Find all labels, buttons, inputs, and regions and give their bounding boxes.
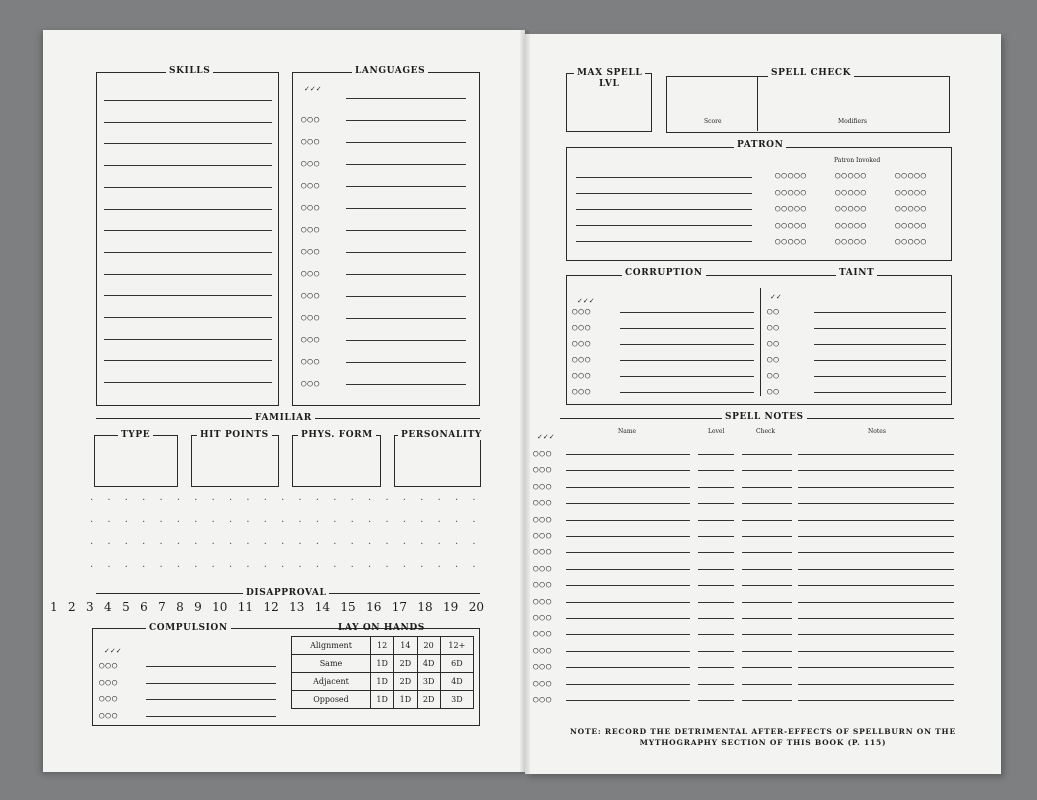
corruption-title: CORRUPTION	[622, 268, 706, 278]
lay-on-hands-value-cell: 3D	[440, 691, 473, 709]
lay-on-hands-value-cell: 1D	[394, 691, 417, 709]
familiar-type-label: TYPE	[118, 430, 153, 440]
spell-check-line	[742, 667, 792, 668]
patron-line	[576, 241, 752, 242]
lay-on-hands-alignment-cell: Alignment	[292, 637, 371, 655]
spell-level-line	[698, 569, 734, 570]
familiar-hit-points-label: HIT POINTS	[197, 430, 272, 440]
familiar-type-box	[94, 435, 178, 487]
spell-name-line	[566, 634, 690, 635]
language-line	[346, 208, 466, 209]
patron-invoked-checkbox-circles[interactable]: ○○○○○	[895, 187, 928, 198]
spell-notes-checkbox-circles[interactable]: ○○○	[533, 596, 553, 607]
spell-notes-col-name: Name	[618, 428, 637, 435]
spell-notes-checkbox-circles[interactable]: ○○○	[533, 531, 553, 541]
language-checkbox-circles[interactable]: ○○○	[301, 335, 321, 345]
compulsion-checkbox-circles[interactable]: ○○○	[99, 694, 119, 704]
patron-invoked-checkbox-circles[interactable]: ○○○○○	[835, 237, 868, 247]
spell-check-line	[742, 487, 792, 488]
corruption-taint-divider	[760, 288, 761, 396]
disapproval-number[interactable]: 18	[417, 600, 433, 614]
spell-notes-checkbox-circles[interactable]: ○○○	[533, 481, 553, 492]
patron-invoked-checkbox-circles[interactable]: ○○○○○	[895, 171, 928, 181]
disapproval-numbers	[50, 600, 484, 614]
spell-notes-line	[798, 503, 954, 504]
spell-check-line	[742, 602, 792, 603]
disapproval-number[interactable]: 17	[391, 600, 408, 614]
language-line	[346, 296, 466, 297]
corruption-line	[620, 344, 754, 345]
taint-line	[814, 312, 946, 313]
spell-check-line	[742, 552, 792, 553]
familiar-personality-label: PERSONALITY	[398, 430, 485, 440]
disapproval-number[interactable]: 3	[86, 600, 94, 614]
spell-notes-line	[798, 536, 954, 537]
spell-notes-line	[798, 470, 954, 471]
language-checkbox-circles[interactable]: ○○○	[301, 159, 321, 169]
spell-level-line	[698, 470, 734, 471]
spell-notes-checkbox-circles[interactable]: ○○○	[533, 547, 553, 558]
corruption-line	[620, 376, 754, 377]
lay-on-hands-value-cell: 4D	[417, 655, 440, 673]
language-line	[346, 120, 466, 121]
spell-notes-checkbox-circles[interactable]: ○○○	[533, 465, 553, 476]
compulsion-title: COMPULSION	[146, 623, 231, 633]
spell-check-line	[742, 634, 792, 635]
spell-name-line	[566, 618, 690, 619]
lay-on-hands-value-cell: 3D	[417, 673, 440, 691]
disapproval-number[interactable]: 1	[50, 600, 58, 614]
taint-checkbox-circles[interactable]: ○○	[767, 307, 780, 317]
corruption-line	[620, 392, 754, 393]
spell-level-line	[698, 602, 734, 603]
lay-on-hands-alignment-cell: Adjacent	[292, 673, 371, 691]
patron-invoked-checkbox-circles[interactable]: ○○○○○	[775, 187, 808, 198]
spell-notes-checkbox-circles[interactable]: ○○○	[533, 613, 553, 623]
spell-notes-checkbox-circles[interactable]: ○○○	[533, 678, 553, 689]
language-line	[346, 252, 466, 253]
skills-line	[104, 209, 272, 210]
spell-check-line	[742, 684, 792, 685]
skills-line	[104, 339, 272, 340]
spell-check-line	[742, 700, 792, 701]
spell-level-line	[698, 700, 734, 701]
spell-check-divider	[757, 76, 758, 131]
lay-on-hands-value-cell: 6D	[440, 655, 473, 673]
language-line	[346, 164, 466, 165]
disapproval-number[interactable]: 12	[263, 600, 279, 614]
language-line	[346, 318, 466, 319]
corruption-checkbox-circles[interactable]: ○○○	[572, 355, 592, 365]
disapproval-number[interactable]: 7	[158, 600, 166, 614]
spell-check-line	[742, 585, 792, 586]
familiar-dot-grid-row: ·······················	[90, 539, 490, 550]
spell-notes-check-marks: ✓✓✓	[537, 433, 555, 441]
spell-notes-checkbox-circles[interactable]: ○○○	[533, 498, 553, 509]
language-checkbox-circles[interactable]: ○○○	[301, 115, 321, 125]
disapproval-number[interactable]: 15	[340, 600, 356, 614]
spell-notes-line	[798, 552, 954, 553]
disapproval-number[interactable]: 11	[237, 600, 254, 614]
familiar-phys-form-label: PHYS. FORM	[298, 430, 376, 440]
language-line	[346, 362, 466, 363]
spell-notes-line	[798, 487, 954, 488]
book-spine	[520, 30, 530, 774]
lay-on-hands-alignment-cell: Opposed	[292, 691, 371, 709]
language-checkbox-circles[interactable]: ○○○	[301, 269, 321, 279]
familiar-dot-grid-row: ·······················	[90, 517, 490, 528]
compulsion-checkbox-circles[interactable]: ○○○	[99, 710, 119, 721]
disapproval-number[interactable]: 16	[366, 600, 382, 614]
spell-level-line	[698, 520, 734, 521]
corruption-checkbox-circles[interactable]: ○○○	[572, 307, 592, 317]
corruption-taint-box	[566, 275, 952, 405]
language-line	[346, 274, 466, 275]
disapproval-number[interactable]: 19	[443, 600, 459, 614]
disapproval-number[interactable]: 5	[122, 600, 130, 614]
language-line	[346, 340, 466, 341]
familiar-dot-grid-row: ·······················	[90, 562, 490, 573]
lay-on-hands-table	[291, 636, 474, 709]
lay-on-hands-value-cell: 12+	[440, 637, 473, 655]
spell-level-line	[698, 487, 734, 488]
disapproval-title: DISAPPROVAL	[243, 588, 329, 598]
corruption-checkbox-circles[interactable]: ○○○	[572, 371, 592, 381]
patron-invoked-checkbox-circles[interactable]: ○○○○○	[775, 220, 808, 231]
lay-on-hands-value-cell: 2D	[394, 673, 417, 691]
language-line	[346, 384, 466, 385]
disapproval-number[interactable]: 2	[68, 600, 76, 614]
spell-check-line	[742, 470, 792, 471]
spell-name-line	[566, 470, 690, 471]
spell-notes-checkbox-circles[interactable]: ○○○	[533, 449, 553, 459]
skills-line	[104, 274, 272, 275]
lay-on-hands-row	[292, 655, 474, 673]
disapproval-number[interactable]: 4	[104, 600, 112, 614]
spell-level-line	[698, 503, 734, 504]
language-line	[346, 142, 466, 143]
skills-line	[104, 360, 272, 361]
compulsion-checkbox-circles[interactable]: ○○○	[99, 661, 119, 671]
spell-notes-line	[798, 684, 954, 685]
spell-level-line	[698, 454, 734, 455]
taint-checkbox-circles[interactable]: ○○	[767, 323, 780, 333]
patron-invoked-checkbox-circles[interactable]: ○○○○○	[775, 204, 808, 214]
spell-notes-checkbox-circles[interactable]: ○○○	[533, 645, 553, 656]
spell-check-line	[742, 569, 792, 570]
spell-notes-line	[798, 700, 954, 701]
spell-notes-line	[798, 651, 954, 652]
taint-checkbox-circles[interactable]: ○○	[767, 355, 780, 365]
language-checkbox-circles[interactable]: ○○○	[301, 291, 321, 301]
spell-notes-checkbox-circles[interactable]: ○○○	[533, 662, 553, 673]
spell-level-line	[698, 634, 734, 635]
spell-notes-line	[798, 520, 954, 521]
spell-notes-line	[798, 667, 954, 668]
lay-on-hands-row	[292, 673, 474, 691]
lay-on-hands-value-cell: 4D	[440, 673, 473, 691]
spell-check-title: SPELL CHECK	[768, 68, 854, 78]
spell-level-line	[698, 667, 734, 668]
skills-line	[104, 317, 272, 318]
skills-line	[104, 382, 272, 383]
disapproval-number[interactable]: 6	[140, 600, 148, 614]
lay-on-hands-value-cell: 1D	[371, 655, 394, 673]
corruption-check-marks: ✓✓✓	[577, 297, 595, 305]
spell-check-line	[742, 618, 792, 619]
spell-name-line	[566, 569, 690, 570]
language-line	[346, 186, 466, 187]
language-checkbox-circles[interactable]: ○○○	[301, 181, 321, 191]
familiar-phys-form-box	[292, 435, 381, 487]
spell-notes-col-notes: Notes	[868, 428, 886, 435]
spell-level-line	[698, 651, 734, 652]
spell-name-line	[566, 585, 690, 586]
patron-invoked-checkbox-circles[interactable]: ○○○○○	[895, 204, 928, 214]
spell-notes-checkbox-circles[interactable]: ○○○	[533, 514, 553, 525]
compulsion-line	[146, 666, 276, 667]
corruption-line	[620, 328, 754, 329]
spell-name-line	[566, 487, 690, 488]
spell-notes-col-level: Level	[708, 428, 725, 435]
spell-name-line	[566, 454, 690, 455]
corruption-checkbox-circles[interactable]: ○○○	[572, 387, 592, 397]
spell-name-line	[566, 602, 690, 603]
disapproval-number[interactable]: 20	[468, 600, 484, 614]
spell-check-score-label: Score	[704, 118, 722, 125]
compulsion-checkbox-circles[interactable]: ○○○	[99, 677, 119, 688]
compulsion-line	[146, 683, 276, 684]
familiar-personality-box	[394, 435, 481, 487]
spell-notes-checkbox-circles[interactable]: ○○○	[533, 580, 553, 591]
patron-invoked-checkbox-circles[interactable]: ○○○○○	[775, 237, 808, 247]
spell-notes-checkbox-circles[interactable]: ○○○	[533, 563, 553, 574]
spell-level-line	[698, 618, 734, 619]
taint-line	[814, 344, 946, 345]
spell-name-line	[566, 700, 690, 701]
taint-title: TAINT	[836, 268, 877, 278]
taint-line	[814, 360, 946, 361]
language-checkbox-circles[interactable]: ○○○	[301, 379, 321, 389]
disapproval-number[interactable]: 8	[176, 600, 184, 614]
spell-notes-line	[798, 585, 954, 586]
spell-notes-checkbox-circles[interactable]: ○○○	[533, 695, 553, 705]
language-checkbox-circles[interactable]: ○○○	[301, 225, 321, 235]
language-checkbox-circles[interactable]: ○○○	[301, 357, 321, 367]
lay-on-hands-row	[292, 637, 474, 655]
spell-name-line	[566, 667, 690, 668]
patron-invoked-checkbox-circles[interactable]: ○○○○○	[835, 187, 868, 198]
spell-name-line	[566, 520, 690, 521]
familiar-hit-points-box	[191, 435, 279, 487]
lay-on-hands-value-cell: 2D	[417, 691, 440, 709]
corruption-line	[620, 360, 754, 361]
familiar-dot-grid-row: ·······················	[90, 495, 490, 506]
patron-line	[576, 225, 752, 226]
patron-invoked-label: Patron Invoked	[834, 157, 881, 164]
spell-name-line	[566, 651, 690, 652]
spellburn-note: NOTE: RECORD THE DETRIMENTAL AFTER-EFFECTS OF SPELLBURN ON THE MYTHOGRAPHY SECTION OF THIS BOOK (P. 115)	[570, 727, 956, 747]
spell-name-line	[566, 684, 690, 685]
languages-check-marks: ✓✓✓	[304, 85, 322, 93]
skills-line	[104, 187, 272, 188]
language-line	[346, 230, 466, 231]
spell-notes-title: SPELL NOTES	[722, 412, 807, 422]
disapproval-number[interactable]: 14	[314, 600, 331, 614]
skills-line	[104, 230, 272, 231]
max-spell-lvl-label-line2: LVL	[599, 79, 620, 89]
lay-on-hands-value-cell: 1D	[371, 691, 394, 709]
disapproval-number[interactable]: 10	[212, 600, 228, 614]
taint-checkbox-circles[interactable]: ○○	[767, 371, 780, 381]
spell-level-line	[698, 585, 734, 586]
lay-on-hands-alignment-cell: Same	[292, 655, 371, 673]
taint-line	[814, 376, 946, 377]
taint-checkbox-circles[interactable]: ○○	[767, 339, 780, 349]
spell-notes-line	[798, 569, 954, 570]
taint-line	[814, 328, 946, 329]
compulsion-line	[146, 716, 276, 717]
language-checkbox-circles[interactable]: ○○○	[301, 247, 321, 257]
spell-check-line	[742, 454, 792, 455]
spell-check-line	[742, 520, 792, 521]
spell-notes-checkbox-circles[interactable]: ○○○	[533, 629, 553, 640]
spell-check-line	[742, 536, 792, 537]
language-checkbox-circles[interactable]: ○○○	[301, 203, 321, 213]
corruption-checkbox-circles[interactable]: ○○○	[572, 339, 592, 349]
skills-line	[104, 122, 272, 123]
taint-check-marks: ✓✓	[770, 293, 782, 301]
lay-on-hands-title: LAY ON HANDS	[338, 623, 425, 633]
patron-invoked-checkbox-circles[interactable]: ○○○○○	[775, 171, 808, 181]
patron-invoked-checkbox-circles[interactable]: ○○○○○	[895, 237, 928, 247]
lay-on-hands-value-cell: 12	[371, 637, 394, 655]
patron-title: PATRON	[734, 140, 786, 150]
corruption-checkbox-circles[interactable]: ○○○	[572, 323, 592, 333]
spell-notes-line	[798, 618, 954, 619]
patron-line	[576, 193, 752, 194]
skills-line	[104, 143, 272, 144]
compulsion-check-marks: ✓✓✓	[104, 647, 122, 655]
lay-on-hands-value-cell: 2D	[394, 655, 417, 673]
patron-invoked-checkbox-circles[interactable]: ○○○○○	[895, 220, 928, 231]
spell-name-line	[566, 536, 690, 537]
spell-level-line	[698, 536, 734, 537]
spell-level-line	[698, 684, 734, 685]
taint-checkbox-circles[interactable]: ○○	[767, 387, 780, 397]
spell-check-line	[742, 503, 792, 504]
skills-line	[104, 100, 272, 101]
max-spell-lvl-label-line1: MAX SPELL	[574, 68, 645, 78]
patron-line	[576, 209, 752, 210]
skills-line	[104, 295, 272, 296]
lay-on-hands-row	[292, 691, 474, 709]
patron-invoked-checkbox-circles[interactable]: ○○○○○	[835, 204, 868, 214]
spell-name-line	[566, 552, 690, 553]
spell-notes-line	[798, 602, 954, 603]
disapproval-number[interactable]: 9	[194, 600, 202, 614]
spell-notes-col-check: Check	[756, 428, 776, 435]
spell-level-line	[698, 552, 734, 553]
compulsion-line	[146, 699, 276, 700]
patron-line	[576, 177, 752, 178]
spell-name-line	[566, 503, 690, 504]
spell-check-modifiers-label: Modifiers	[838, 118, 868, 125]
skills-title: SKILLS	[166, 66, 213, 76]
lay-on-hands-value-cell: 20	[417, 637, 440, 655]
taint-line	[814, 392, 946, 393]
patron-invoked-checkbox-circles[interactable]: ○○○○○	[835, 220, 868, 231]
spell-notes-line	[798, 454, 954, 455]
skills-line	[104, 252, 272, 253]
language-checkbox-circles[interactable]: ○○○	[301, 137, 321, 147]
patron-invoked-checkbox-circles[interactable]: ○○○○○	[835, 171, 868, 181]
corruption-line	[620, 312, 754, 313]
lay-on-hands-value-cell: 14	[394, 637, 417, 655]
language-line	[346, 98, 466, 99]
skills-line	[104, 165, 272, 166]
spell-check-line	[742, 651, 792, 652]
familiar-title: FAMILIAR	[252, 413, 315, 423]
lay-on-hands-value-cell: 1D	[371, 673, 394, 691]
languages-title: LANGUAGES	[352, 66, 428, 76]
spell-notes-line	[798, 634, 954, 635]
disapproval-number[interactable]: 13	[289, 600, 305, 614]
language-checkbox-circles[interactable]: ○○○	[301, 313, 321, 323]
